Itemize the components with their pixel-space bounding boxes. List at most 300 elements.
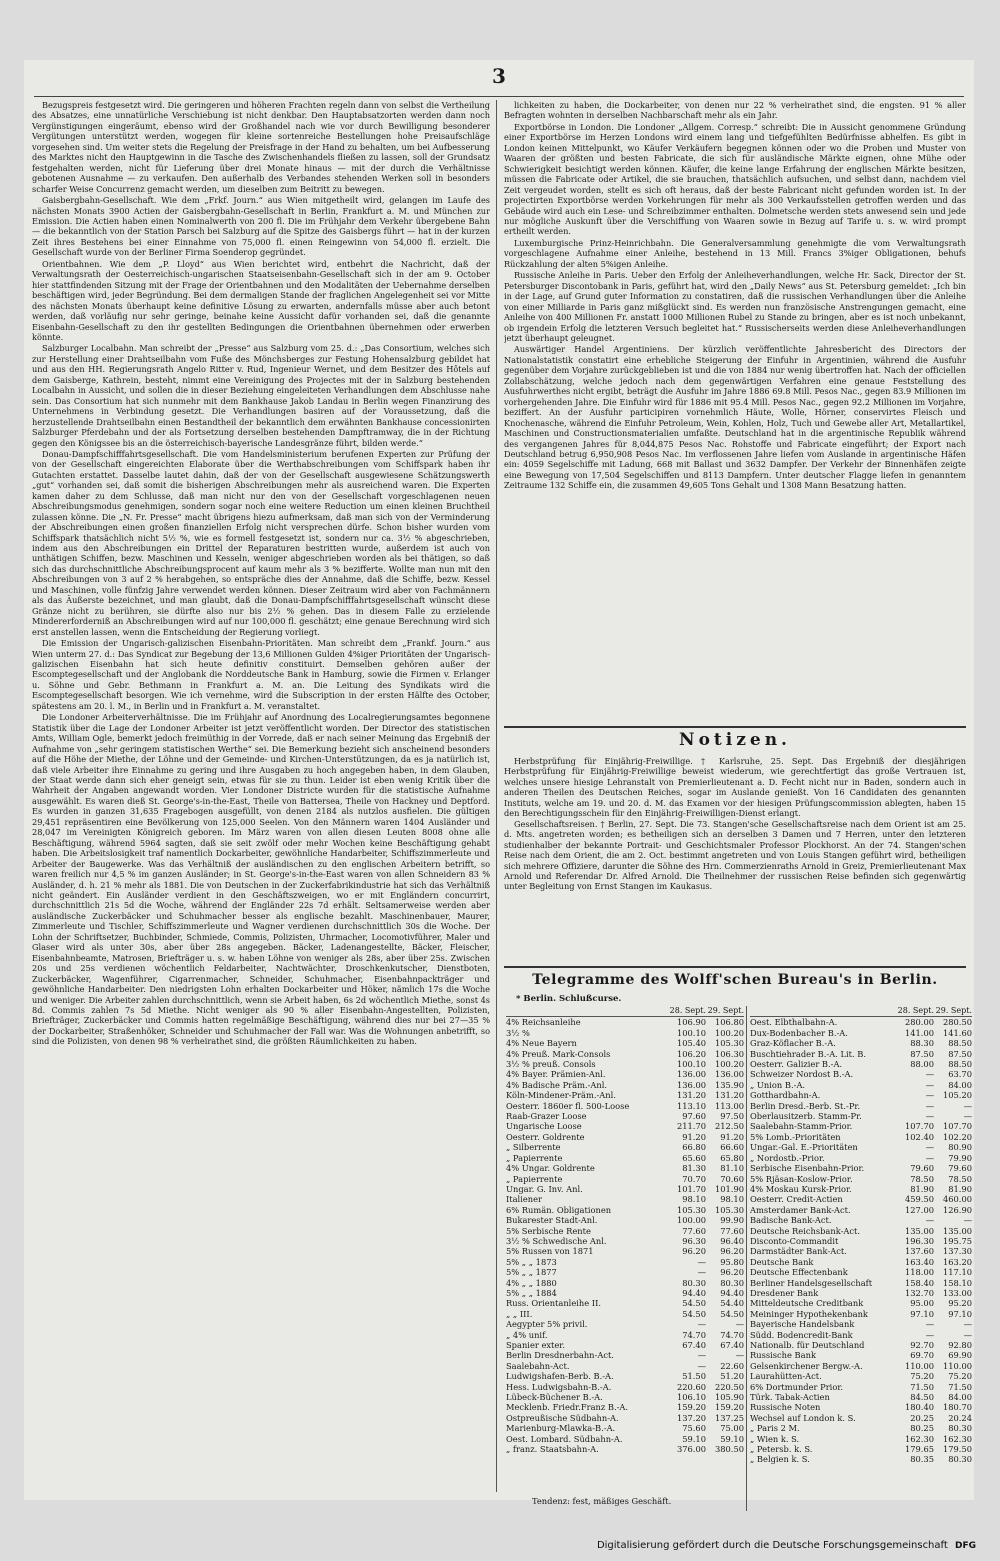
quote-row (506, 1205, 744, 1215)
quote-row (750, 1163, 972, 1173)
quote-row (506, 1319, 744, 1329)
quote-row (750, 1278, 972, 1288)
quote-row (750, 1413, 972, 1423)
quote-row (750, 1350, 972, 1360)
notices-rule-bottom (504, 966, 966, 968)
quote-row (750, 1017, 972, 1027)
quote-row (506, 1340, 744, 1350)
quote-value: 106.10 (676, 1392, 706, 1403)
quote-row (506, 1017, 744, 1027)
quote-value: 95.20 (948, 1298, 972, 1309)
security-name: Amsterdamer Bank-Act. (750, 1204, 851, 1215)
quote-row (750, 1330, 972, 1340)
notices-rule-top (504, 726, 966, 728)
quote-value: 133.00 (942, 1287, 972, 1298)
quote-row (750, 1288, 972, 1298)
article-paragraph: Die Emission der Ungarisch-galizischen Eisenbahn-Prioritäten. Man schreibt dem „Frankf. Journ.“ aus Wien unterm 27. d.: Das Syndicat zur Begebung der 13,6 Millionen Gulden 4%iger Prioritäten der Ungarisch-galizischen Eisenbahn hat sich heute definitiv constituirt. Demselben gehören außer der Escomptegesellschaft und der Anglobank die Norddeutsche Bank in Hamburg, sowie die Firmen v. Erlanger u. Söhne und Gebr. Bethmann in Frankfurt a. M. an. Die Leitung des Syndikats wird die Escomptegesellschaft besorgen. Wie ich vernehme, wird die Subscription in der ersten Hälfte des October, spätestens am 20. l. M., in Berlin und in Frankfurt a. M. veranstaltet. (32, 638, 490, 711)
quote-row (506, 1194, 744, 1204)
quote-row (750, 1174, 972, 1184)
security-name: Berlin Dresdnerbahn-Act. (506, 1350, 614, 1361)
quote-row (506, 1444, 744, 1454)
quote-value: 79.60 (948, 1163, 972, 1174)
security-name: Mecklenb. Friedr.Franz B.-A. (506, 1402, 629, 1413)
security-name: Deutsche Effectenbank (750, 1267, 848, 1278)
notice-paragraph: Gesellschaftsreisen. † Berlin, 27. Sept. Die 73. Stangen'sche Gesellschaftsreise nach dem Orient ist am 25. d. Mts. angetreten worden; es betheiligen sich an derselben 3 Damen und 7 Herren, unter den letzteren studienhalber der bekannte Portrait- und Geschichtsmaler Professor Plockhorst. An der 74. Stangen'schen Reise nach dem Orient, die am 2. Oct. bestimmt angetreten und von Louis Stangen geführt wird, betheiligen sich mehrere Offiziere, darunter die Söhne des Hrn. Commerzienraths Arnold in Greiz, Premierlieutenant Max Arnold und Referendar Dr. Alfred Arnold. Die Theilnehmer der russischen Reise befinden sich gegenwärtig unter Begleitung von Ernst Stangen im Kaukasus. (504, 818, 966, 892)
security-name: 4% Badische Präm.-Anl. (506, 1079, 608, 1090)
quote-value: 75.20 (910, 1371, 934, 1382)
quote-value: — (963, 1215, 972, 1226)
quote-value: 136.00 (714, 1069, 744, 1080)
quote-value: — (697, 1319, 706, 1330)
security-name: Mitteldeutsche Creditbank (750, 1298, 864, 1309)
quote-value: 137.60 (904, 1246, 934, 1257)
quote-value: — (925, 1100, 934, 1111)
quote-value: 99.90 (720, 1215, 744, 1226)
page-number: 3 (492, 64, 506, 88)
security-name: Ungar. G. Inv. Anl. (506, 1183, 583, 1194)
quote-row (506, 1174, 744, 1184)
quote-row (506, 1226, 744, 1236)
security-name: Hess. Ludwigsbahn-B.-A. (506, 1381, 612, 1392)
quote-row (506, 1309, 744, 1319)
quote-row (506, 1330, 744, 1340)
quote-row (750, 1444, 972, 1454)
quote-value: 78.50 (910, 1173, 934, 1184)
security-name: Berlin Dresd.-Berb. St.-Pr. (750, 1100, 861, 1111)
quote-value: 280.50 (942, 1017, 972, 1028)
quote-value: — (735, 1350, 744, 1361)
quote-row (750, 1423, 972, 1433)
quote-value: 106.90 (676, 1017, 706, 1028)
quote-value: — (697, 1267, 706, 1278)
security-name: Saalebahn-Stamm-Prior. (750, 1121, 853, 1132)
quote-value: 80.30 (948, 1454, 972, 1465)
quote-value: 65.60 (682, 1152, 706, 1163)
article-paragraph: Orientbahnen. Wie dem „P. Lloyd“ aus Wien berichtet wird, entbehrt die Nachricht, daß der Verwaltungsrath der Oesterreichisch-ungarischen Staatseisenbahn-Gesellschaft sich in der am 9. October hier stattfindenden Sitzung mit der Frage der Orientbahnen und den Modalitäten der Uebernahme derselben beschäftigen wird, jeder Begründung. Bei dem dermaligen Stande der fraglichen Angelegenheit sei vor Mitte des nächsten Monats überhaupt keine definitive Lösung zu erwarten, andernfalls müsse aber auch betont werden, daß vorläufig nur sehr geringe, beinahe keine Aussicht dafür vorhanden sei, daß die genannte Eisenbahn-Gesellschaft zu den ihr gestellten Bedingungen die Orientbahnen übernehmen oder erwerben könnte. (32, 258, 490, 342)
quote-value: 280.00 (904, 1017, 934, 1028)
quote-value: 75.20 (948, 1371, 972, 1382)
article-paragraph: Exportbörse in London. Die Londoner „Allgem. Corresp.“ schreibt: Die in Aussicht genommene Gründung einer Exportbörse im Herzen Londons wird einem lang und tiefgefühlten Bedürfnisse abhelfen. Es gibt in London keinen Mittelpunkt, wo Käufer Verkäufern begegnen können oder wo die Proben und Muster von Waaren der größten und besten Fabricate, die sich für ausländische Märkte eignen, ohne Mühe oder Schwierigkeit besichtigt werden können. Käufer, die keine lange Erfahrung der englischen Märkte besitzen, müssen die Fabricate oder Artikel, die sie brauchen, thatsächlich aufsuchen, und selbst dann, nachdem viel Zeit vergeudet worden, stellt es sich oft heraus, daß der beste Fabricant nicht gefunden worden ist. In der projectirten Exportbörse werden Vorkehrungen für mehr als 300 Verkaufsstellen getroffen werden und das Gebäude wird auch ein Lese- und Schreibzimmer enthalten. Dolmetsche werden stets anwesend sein und jede nur mögliche Auskunft über die Verschiffung von Waaren sowie in Bezug auf Tarife u. s. w. wird prompt ertheilt werden. (504, 121, 966, 237)
quote-value: 63.70 (948, 1069, 972, 1080)
quote-row (506, 1038, 744, 1048)
security-name: Oest. Lombard. Südbahn-A. (506, 1433, 623, 1444)
quote-value: 54.50 (682, 1298, 706, 1309)
quote-row (750, 1319, 972, 1329)
security-name: Schweizer Nordost B.-A. (750, 1069, 854, 1080)
quote-value: 100.20 (714, 1059, 744, 1070)
quote-value: — (925, 1090, 934, 1101)
quote-row (750, 1246, 972, 1256)
quote-value: 65.80 (720, 1152, 744, 1163)
security-name: Aegypter 5% privil. (506, 1319, 588, 1330)
quote-value: 131.20 (676, 1090, 706, 1101)
quote-row (506, 1069, 744, 1079)
article-paragraph: Luxemburgische Prinz-Heinrichbahn. Die Generalversammlung genehmigte die vom Verwaltungsrath vorgeschlagene Aufnahme einer Anleihe, bestehend in 13 Mill. Francs 3%iger Obligationen, behufs Rückzahlung der alten 5%igen Anleihe. (504, 237, 966, 269)
quote-value: 162.30 (942, 1433, 972, 1444)
right-column (504, 100, 966, 700)
quote-value: 80.90 (948, 1142, 972, 1153)
quote-value: 98.10 (720, 1194, 744, 1205)
quote-row (750, 1090, 972, 1100)
quote-value: 135.00 (904, 1225, 934, 1236)
quote-value: 163.40 (904, 1256, 934, 1267)
security-name: 3½ % (506, 1027, 530, 1038)
quote-value: 105.90 (714, 1392, 744, 1403)
quote-value: 106.20 (676, 1048, 706, 1059)
quote-value: 22.60 (720, 1360, 744, 1371)
quote-value: 54.40 (720, 1298, 744, 1309)
quote-value: 81.10 (720, 1163, 744, 1174)
quote-value: 81.30 (682, 1163, 706, 1174)
quote-value: 96.30 (682, 1235, 706, 1246)
quote-row (750, 1080, 972, 1090)
quote-value: — (925, 1111, 934, 1122)
quote-value: 92.70 (910, 1340, 934, 1350)
quote-row (750, 1454, 972, 1464)
quote-value: 110.00 (904, 1360, 934, 1371)
article-paragraph: Bezugspreis festgesetzt wird. Die geringeren und höheren Frachten regeln dann von selbst die Vertheilung des Absatzes, eine unnatürliche Verschiebung ist nicht denkbar. Den Hauptabsatzorten werden dann noch Vergünstigungen eingeräumt, ebenso wird der Großhandel nach wie vor durch Bewilligung besonderer Vergütungen unterstützt werden, wogegen für kleine sortenreiche Bestellungen hohe Preisaufschläge vorgesehen sind. Um weiter stets die Regelung der Preisfrage in der Hand zu behalten, um bei Aufbesserung des Marktes nicht den Hauptgewinn in die Tasche des Zwischenhandels fließen zu lassen, soll der Grundsatz festgehalten werden, nicht für Lieferung über drei Monate hinaus — mit der durch die Verhältnisse gebotenen Ausnahme — zu verkaufen. Den außerhalb des Verbandes stehenden Werken soll in besonders scharfer Weise Concurrenz gemacht werden, um dieselben zum Beitritt zu bewegen. (32, 100, 490, 194)
quote-value: 102.40 (904, 1131, 934, 1142)
quote-value: 127.00 (904, 1204, 934, 1215)
quote-row (506, 1246, 744, 1256)
quote-value: 97.60 (682, 1111, 706, 1122)
quote-value: 137.30 (942, 1246, 972, 1257)
security-name: Marienburg-Mlawka-B.-A. (506, 1423, 616, 1434)
quote-value: 137.20 (676, 1412, 706, 1423)
security-name: Graz-Köflacher B.-A. (750, 1038, 836, 1049)
quote-value: 105.30 (714, 1204, 744, 1215)
security-name: Russ. Orientanleihe II. (506, 1298, 601, 1309)
security-name: Oesterr. Galizier B.-A. (750, 1059, 843, 1070)
quote-value: 79.90 (948, 1152, 972, 1163)
quote-value: — (735, 1319, 744, 1330)
quote-value: — (697, 1256, 706, 1267)
security-name: 4% Preuß. Mark-Consols (506, 1048, 611, 1059)
quote-value: 67.40 (720, 1340, 744, 1350)
quote-row (506, 1049, 744, 1059)
quote-row (506, 1392, 744, 1402)
footer-text: Digitalisierung gefördert durch die Deutsche Forschungsgemeinschaft (596, 1540, 948, 1551)
quote-value: 92.80 (948, 1340, 972, 1350)
quote-value: — (925, 1079, 934, 1090)
security-name: „ Papierrente (506, 1173, 563, 1184)
security-name: Ungarische Loose (506, 1121, 582, 1132)
quote-value: — (925, 1142, 934, 1153)
security-name: „ Union B.-A. (750, 1079, 806, 1090)
quote-value: — (925, 1329, 934, 1340)
security-name: Italiener (506, 1194, 542, 1205)
quote-value: 91.20 (682, 1131, 706, 1142)
quote-row (750, 1340, 972, 1350)
quote-value: 80.35 (910, 1454, 934, 1465)
security-name: Lübeck-Büchener B.-A. (506, 1392, 603, 1403)
quote-row (750, 1184, 972, 1194)
quote-value: 51.50 (682, 1371, 706, 1382)
quote-value: — (697, 1350, 706, 1361)
security-name: Nationalb. für Deutschland (750, 1340, 865, 1350)
security-name: 4% Bayer. Prämien-Anl. (506, 1069, 606, 1080)
quote-value: 163.20 (942, 1256, 972, 1267)
quote-row (750, 1101, 972, 1111)
quote-value: 113.00 (714, 1100, 744, 1111)
quote-value: 107.70 (904, 1121, 934, 1132)
quote-row (750, 1215, 972, 1225)
quote-value: 101.90 (714, 1183, 744, 1194)
quote-value: 84.00 (948, 1392, 972, 1403)
quote-value: 70.70 (682, 1173, 706, 1184)
quote-value: 101.70 (676, 1183, 706, 1194)
quote-row (750, 1298, 972, 1308)
quote-value: 179.50 (942, 1444, 972, 1455)
security-name: Gelsenkirchener Bergw.-A. (750, 1360, 863, 1371)
quote-value: — (963, 1319, 972, 1330)
security-name: „ Nordostb.-Prior. (750, 1152, 825, 1163)
security-name: 4% „ „ 1880 (506, 1277, 557, 1288)
date-header: 28. Sept. (669, 1006, 706, 1015)
security-name: 5% Lomb.-Prioritäten (750, 1131, 841, 1142)
security-name: Darmstädter Bank-Act. (750, 1246, 847, 1257)
quote-value: 96.20 (720, 1246, 744, 1257)
article-paragraph: Donau-Dampfschifffahrtsgesellschaft. Die vom Handelsministerium berufenen Experten zur Prüfung der von der Gesellschaft eingereichten Elaborate über die Werthabschreibungen vom Schiffspark haben ihr Gutachten erstattet. Dasselbe lautet dahin, daß der von der Gesellschaft ausgewiesene Schätzungswerth „gut“ vorhanden sei, daß somit die bisherigen Abschreibungen mehr als ausreichend waren. Die Experten kamen daher zu dem Schlusse, daß man nicht nur den von der Gesellschaft vorgeschlagenen neuen Abschreibungsmodus genehmigen, sondern sogar noch eine weitere Reduction um einen kleinen Bruchtheil zulassen könne. Die „N. Fr. Presse“ macht übrigens hiezu aufmerksam, daß man sich von der Verminderung der Abschreibungen einen großen finanziellen Erfolg nicht versprechen dürfe. Schon bisher wurden vom Schiffspark thatsächlich nicht 5½ %, wie es formell festgesetzt ist, sondern nur ca. 3½ % abgeschrieben, indem aus den Abschreibungen ein Drittel der Reparaturen bestritten wurde, außerdem ist auch von unthätigen Schiffen, bezw. Maschinen und Kesseln, weniger abgeschrieben worden als bei thätigen, so daß sich das durchschnittliche Abschreibungsprocent auf kaum mehr als 3 % bezifferte. Wollte man nun mit den Abschreibungen von 3 auf 2 % herabgehen, so entspräche dies der Annahme, daß die Schiffe, bezw. Kessel und Maschinen, volle fünfzig Jahre verwendet werden können. Dieser Zeitraum wird aber von Fachmännern als das Äußerste bezeichnet, und man glaubt, daß die Donau-Dampfschifffahrtsgesellschaft wünscht diese Gränze nicht zu berühren, sie dürfte also nur bis 2½ % gehen. Das in diesem Falle zu erzielende Mindererforderniß an Abschreibungen wird auf nur 100,000 fl. geschätzt; eine genaue Berechnung wird sich erst anstellen lassen, wenn die Entscheidung der Regierung vorliegt. (32, 448, 490, 637)
quote-row (506, 1382, 744, 1392)
security-name: Türk. Tabak-Actien (750, 1392, 830, 1403)
quote-value: 54.50 (720, 1308, 744, 1319)
quote-value: 80.25 (910, 1423, 934, 1434)
security-name: Disconto-Commandit (750, 1235, 839, 1246)
security-name: 5% Russen von 1871 (506, 1246, 594, 1257)
quote-value: 80.30 (720, 1277, 744, 1288)
quote-value: 158.10 (942, 1277, 972, 1288)
quote-value: 87.50 (910, 1048, 934, 1059)
quote-value: 88.50 (948, 1038, 972, 1049)
quote-value: 97.10 (910, 1308, 934, 1319)
quote-value: 105.20 (942, 1090, 972, 1101)
quote-value: 71.50 (910, 1381, 934, 1392)
quote-value: 459.50 (904, 1194, 934, 1205)
security-name: Deutsche Bank (750, 1256, 814, 1267)
security-name: Berliner Handelsgesellschaft (750, 1277, 873, 1288)
quote-row (506, 1402, 744, 1412)
quote-row (750, 1111, 972, 1121)
date-header: 29. Sept. (935, 1006, 972, 1015)
quote-value: 180.40 (904, 1402, 934, 1413)
quote-value: 51.20 (720, 1371, 744, 1382)
article-paragraph: Salzburger Localbahn. Man schreibt der „Presse“ aus Salzburg vom 25. d.: „Das Consortium, welches sich zur Herstellung einer Drahtseilbahn vom Fuße des Mönchsberges zur Festung Hohensalzburg gebildet hat und aus den HH. Regierungsrath Angelo Ritter v. Rud, Ingenieur Wernet, und dem Besitzer des Hôtels auf dem Gaisberge, Kathrein, besteht, nimmt eine Vereinigung des Projectes mit der in Salzburg bestehenden Localbahn in Aussicht, und sollen die in dieser Beziehung eingeleiteten Verhandlungen dem Abschlusse nahe sein. Das Consortium hat sich nunmehr mit dem Bankhause Jakob Landau in Berlin wegen Finanzirung des Unternehmens in Verbindung gesetzt. Die Verhandlungen basiren auf der Voraussetzung, daß die herzustellende Drahtseilbahn einen Bestandtheil der bekanntlich dem erwähnten Bankhause concessionirten Salzburger Pferdebahn und der als Fortsetzung derselben bestehenden Dampftramway, die in der Richtung gegen den Königssee bis an die österreichisch-bayerische Landesgränze führt, bilden werde.“ (32, 343, 490, 448)
quote-value: 74.70 (682, 1329, 706, 1340)
quote-value: 180.70 (942, 1402, 972, 1413)
quote-value: 135.00 (942, 1225, 972, 1236)
security-name: „ Paris 2 M. (750, 1423, 800, 1434)
quote-row (750, 1402, 972, 1412)
security-name: Bayerische Handelsbank (750, 1319, 855, 1330)
quote-value: — (963, 1329, 972, 1340)
quote-row (506, 1059, 744, 1069)
quote-row (506, 1434, 744, 1444)
security-name: 3½ % Schwedische Anl. (506, 1235, 607, 1246)
security-name: Saalebahn-Act. (506, 1360, 570, 1371)
quote-value: 141.00 (904, 1027, 934, 1038)
quote-row (750, 1049, 972, 1059)
security-name: Spanier exter. (506, 1340, 565, 1350)
security-name: Oest. Elbthalbahn-A. (750, 1017, 838, 1028)
quote-value: 88.00 (910, 1059, 934, 1070)
quote-row (506, 1371, 744, 1381)
quote-value: 105.30 (676, 1204, 706, 1215)
quote-value: 212.50 (714, 1121, 744, 1132)
quote-row (750, 1226, 972, 1236)
quote-row (750, 1205, 972, 1215)
quote-row (506, 1257, 744, 1267)
security-name: „ Petersb. k. S. (750, 1444, 813, 1455)
security-name: 5% „ „ 1884 (506, 1287, 557, 1298)
quote-row (750, 1142, 972, 1152)
quote-value: 54.50 (682, 1308, 706, 1319)
quote-value: 91.20 (720, 1131, 744, 1142)
article-paragraph: Auswärtiger Handel Argentiniens. Der kürzlich veröffentlichte Jahresbericht des Directors der Nationalstatistik constatirt eine erhebliche Steigerung der Einfuhr in Argentinien, während die Ausfuhr gegenüber dem Vorjahre zurückgeblieben ist und die von 1884 nur wenig übertroffen hat. Nach der officiellen Zollabschätzung, welche jedoch nach dem gegenwärtigen Verfahren eine genaue Feststellung des Ausfuhrwerthes nicht ergibt, beträgt die Ausfuhr im Jahre 1886 69.8 Mill. Pesos Nac., gegen 83.9 Millionen im vorhergehenden Jahre. Die Einfuhr wird für 1886 mit 95.4 Mill. Pesos Nac., gegen 92.2 Millionen im Vorjahre, beziffert. An der Ausfuhr participiren vornehmlich Häute, Wolle, Hörner, conservirtes Fleisch und Knochenasche, während die Einfuhr Petroleum, Wein, Kohlen, Holz, Tuch und Gewebe aller Art, Metallartikel, Maschinen und Constructionsmaterialien umfaßte. Deutschland hat in die argentinische Republik während des vergangenen Jahres für 8,044,875 Pesos Nac. Rohstoffe und Fabricate eingeführt; der Export nach Deutschland betrug 6,950,908 Pesos Nac. Im verflossenen Jahre liefen vom Auslande in argentinische Häfen ein: 4059 Segelschiffe mit Ladung, 668 mit Ballast und 3632 Dampfer. Der Verkehr der Binnenhäfen zeigte eine Bewegung von 17,504 Segelschiffen und 8113 Dampfern. Unter deutscher Flagge liefen in genanntem Zeitraume 132 Schiffe ein, die zusammen 49,605 Tons Gehalt und 1308 Mann Besatzung hatten. (504, 344, 966, 491)
quote-row (506, 1132, 744, 1142)
quote-row (506, 1142, 744, 1152)
quote-value: 159.20 (676, 1402, 706, 1413)
quote-value: 196.30 (904, 1235, 934, 1246)
security-name: Meininger Hypothekenbank (750, 1308, 868, 1319)
quote-value: 81.90 (948, 1183, 972, 1194)
security-name: Köln-Mindener-Präm.-Anl. (506, 1090, 616, 1101)
date-header: 29. Sept. (707, 1006, 744, 1015)
quote-row (750, 1038, 972, 1048)
quote-value: 66.80 (682, 1142, 706, 1153)
quotes-table-right (750, 1006, 972, 1465)
quote-value: 59.10 (720, 1433, 744, 1444)
quote-row (506, 1423, 744, 1433)
newspaper-page (24, 60, 974, 1506)
quote-value: 88.30 (910, 1038, 934, 1049)
security-name: 5% Rjäsan-Koslow-Prior. (750, 1173, 853, 1184)
quote-value: 95.00 (910, 1298, 934, 1309)
quote-row (506, 1361, 744, 1371)
quote-value: — (925, 1069, 934, 1080)
quote-row (506, 1163, 744, 1173)
quote-value: — (963, 1111, 972, 1122)
security-name: „ Papierrente (506, 1152, 563, 1163)
quote-value: 136.00 (676, 1079, 706, 1090)
left-column (32, 100, 490, 1492)
quotes-header-right (750, 1006, 972, 1017)
quote-value: 96.20 (720, 1267, 744, 1278)
quote-value: 179.65 (904, 1444, 934, 1455)
security-name: Oesterr. Credit-Actien (750, 1194, 843, 1205)
security-name: Wechsel auf London k. S. (750, 1412, 856, 1423)
quote-value: 77.60 (682, 1225, 706, 1236)
security-name: Ungar.-Gal. E.-Prioritäten (750, 1142, 858, 1153)
security-name: Dresdener Bank (750, 1287, 819, 1298)
quote-value: 96.40 (720, 1235, 744, 1246)
quote-value: 95.80 (720, 1256, 744, 1267)
quote-value: 97.50 (720, 1111, 744, 1122)
quote-value: 81.90 (910, 1183, 934, 1194)
security-name: Laurahütten-Act. (750, 1371, 822, 1382)
quote-row (506, 1278, 744, 1288)
quote-value: 87.50 (948, 1048, 972, 1059)
security-name: Ludwigshafen-Berb. B.-A. (506, 1371, 614, 1382)
quote-value: 211.70 (676, 1121, 706, 1132)
quote-row (506, 1028, 744, 1038)
quote-value: 98.10 (682, 1194, 706, 1205)
quote-row (750, 1434, 972, 1444)
tendency-note: Tendenz: fest, mäßiges Geschäft. (532, 1496, 672, 1506)
quote-value: 158.40 (904, 1277, 934, 1288)
quote-row (750, 1361, 972, 1371)
quote-value: 107.70 (942, 1121, 972, 1132)
security-name: 6% Dortmunder Prior. (750, 1381, 844, 1392)
quote-value: 84.50 (910, 1392, 934, 1403)
security-name: 4% Ungar. Goldrente (506, 1163, 595, 1174)
quote-value: 70.60 (720, 1173, 744, 1184)
quote-row (750, 1069, 972, 1079)
quote-value: — (963, 1100, 972, 1111)
security-name: 4% Reichsanleihe (506, 1017, 581, 1028)
security-name: Ostpreußische Südbahn-A. (506, 1412, 619, 1423)
quote-row (506, 1153, 744, 1163)
security-name: Badische Bank-Act. (750, 1215, 832, 1226)
quote-row (750, 1309, 972, 1319)
quote-row (506, 1090, 744, 1100)
quote-value: 66.60 (720, 1142, 744, 1153)
security-name: Oesterr. 1860er fl. 500-Loose (506, 1100, 630, 1111)
security-name: Serbische Eisenbahn-Prior. (750, 1163, 865, 1174)
security-name: Russische Noten (750, 1402, 821, 1413)
quote-value: 195.75 (942, 1235, 972, 1246)
security-name: Buschtiehrader B.-A. Lit. B. (750, 1048, 866, 1059)
quote-value: 94.40 (682, 1287, 706, 1298)
quote-value: 79.60 (910, 1163, 934, 1174)
telegram-subtitle: * Berlin. Schlußcurse. (516, 994, 622, 1004)
quote-value: 102.20 (942, 1131, 972, 1142)
quote-value: — (925, 1152, 934, 1163)
quote-value: 20.25 (910, 1412, 934, 1423)
quote-value: 220.60 (676, 1381, 706, 1392)
quote-value: 94.40 (720, 1287, 744, 1298)
quote-value: 132.70 (904, 1287, 934, 1298)
security-name: „ franz. Staatsbahn-A. (506, 1444, 599, 1455)
quote-value: 80.30 (682, 1277, 706, 1288)
article-paragraph: Russische Anleihe in Paris. Ueber den Erfolg der Anleiheverhandlungen, welche Hr. Sack, Director der St. Petersburger Discontobank in Paris, geführt hat, wird den „Daily News“ aus St. Petersburg gemeldet: „Ich bin in der Lage, auf Grund guter Information zu constatiren, daß die russischen Verhandlungen über die Anleihe von einer Milliarde in Paris ganz mißglückt sind. Es werden nun französische Anstrengungen gemacht, eine Anleihe von 400 Millionen Fr. anstatt 1000 Millionen Rubel zu Stande zu bringen, aber es ist noch unbekannt, ob irgendein Erfolg die letzteren Versuch begleitet hat.“ Russischerseits werden diese Anleiheverhandlungen jetzt überhaupt geleugnet. (504, 270, 966, 343)
security-name: „ 4% unif. (506, 1329, 548, 1340)
quote-value: 20.24 (948, 1412, 972, 1423)
quote-row (506, 1267, 744, 1277)
security-name: 5% Serbische Rente (506, 1225, 591, 1236)
notice-paragraph: Herbstprüfung für Einjährig-Freiwillige. † Karlsruhe, 25. Sept. Das Ergebniß der diesjährigen Herbstprüfung für Einjährig-Freiwillige beweist wiederum, wie gerechtfertigt das große Vertrauen ist, welches unsere hiesige Lehranstalt von Premierlieutenant a. D. Fecht nicht nur in Baden, sondern auch in anderen Theilen des Deutschen Reiches, sogar im Auslande genießt. Von 16 Candidaten des genannten Instituts, welche am 19. und 20. d. M. das Examen vor der hiesigen Prüfungscommission ablegten, haben 15 den Berechtigungsschein für den Einjährig-Freiwilligen-Dienst erlangt. (504, 756, 966, 819)
quote-row (750, 1392, 972, 1402)
quote-value: 141.60 (942, 1027, 972, 1038)
security-name: Dux-Bodenbacher B.-A. (750, 1027, 848, 1038)
quote-value: 118.00 (904, 1267, 934, 1278)
table-divider (746, 1006, 747, 1511)
quote-value: 105.30 (714, 1038, 744, 1049)
quote-value: 110.00 (942, 1360, 972, 1371)
quote-value: 75.00 (720, 1423, 744, 1434)
quote-value: 220.50 (714, 1381, 744, 1392)
quote-row (750, 1257, 972, 1267)
quote-value: — (697, 1360, 706, 1371)
security-name: 3½ % preuß. Consols (506, 1059, 596, 1070)
quote-row (750, 1028, 972, 1038)
security-name: Russische Bank (750, 1350, 816, 1361)
quote-value: 84.00 (948, 1079, 972, 1090)
quote-value: 162.30 (904, 1433, 934, 1444)
security-name: Raab-Grazer Loose (506, 1111, 587, 1122)
quote-value: 77.60 (720, 1225, 744, 1236)
quote-row (506, 1101, 744, 1111)
